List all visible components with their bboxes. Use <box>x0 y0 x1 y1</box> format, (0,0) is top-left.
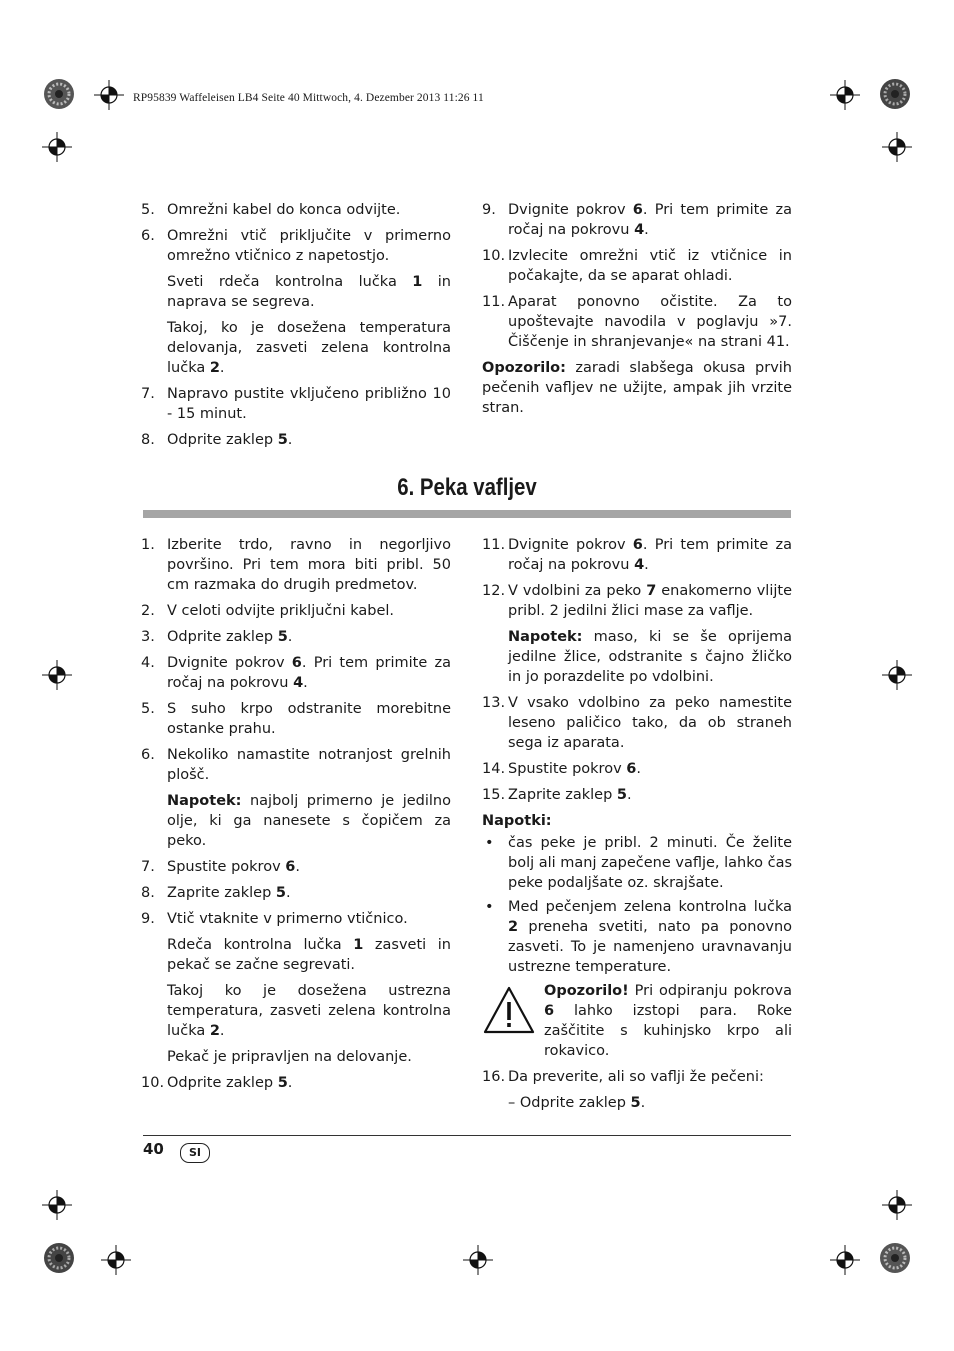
list-item: 1. Izberite trdo, ravno in negorljivo površino. Pri tem mora biti pribl. 50 cm razmaka do drugih predmetov. <box>141 537 451 593</box>
list-item: 9. Vtič vtaknite v primerno vtičnico. <box>141 911 408 927</box>
paragraph: Sveti rdeča kontrolna lučka 1 in naprava se segreva. <box>167 274 451 310</box>
list-item: 2. V celoti odvijte priključni kabel. <box>141 603 395 619</box>
crosshair-mark-icon <box>42 1190 72 1220</box>
list-item: 6. Omrežni vtič priključite v primerno omrežno vtičnico z napetostjo. <box>141 228 451 264</box>
crosshair-mark-icon <box>882 1190 912 1220</box>
warning-note: Opozorilo: zaradi slabšega okusa prvih pečenih vafljev ne užijte, ampak jih vrzite stran. <box>482 360 792 416</box>
color-wheel-mark-icon <box>43 1242 75 1274</box>
bullet-item: • Med pečenjem zelena kontrolna lučka 2 preneha svetiti, nato pa ponovno zasveti. To je namenjeno uravnavanju ustrezne temperature. <box>485 899 792 975</box>
list-item: 8. Odprite zaklep 5. <box>141 432 293 448</box>
crosshair-mark-icon <box>101 1245 131 1275</box>
list-item: 5. S suho krpo odstranite morebitne ostanke prahu. <box>141 701 451 737</box>
crosshair-mark-icon <box>830 1245 860 1275</box>
list-item: 7. Spustite pokrov 6. <box>141 859 300 875</box>
warning-triangle-icon <box>482 985 536 1035</box>
top-left-column <box>141 200 451 456</box>
crosshair-mark-icon <box>882 660 912 690</box>
page-number: 40 <box>143 1140 164 1158</box>
crosshair-mark-icon <box>830 80 860 110</box>
language-badge: SI <box>180 1143 210 1163</box>
print-slug: RP95839 Waffeleisen LB4 Seite 40 Mittwoch, 4. Dezember 2013 11:26 11 <box>133 92 484 104</box>
section-title: 6. Peka vafljev <box>397 474 537 501</box>
section-divider <box>143 510 791 518</box>
list-item: 8. Zaprite zaklep 5. <box>141 885 291 901</box>
color-wheel-mark-icon <box>879 78 911 110</box>
warning-callout: Opozorilo! Pri odpiranju pokrova 6 lahko izstopi para. Roke zaščitite s kuhinjsko krpo ali rokavico. <box>482 981 792 1061</box>
list-item: 9. Dvignite pokrov 6. Pri tem primite za ročaj na pokrovu 4. <box>482 202 792 238</box>
crosshair-mark-icon <box>42 660 72 690</box>
list-item: 4. Dvignite pokrov 6. Pri tem primite za ročaj na pokrovu 4. <box>141 655 451 691</box>
list-item: 10. Izvlecite omrežni vtič iz vtičnice in počakajte, da se aparat ohladi. <box>482 248 792 284</box>
list-item: 16. Da preverite, ali so vaflji že pečeni: <box>482 1069 764 1085</box>
paragraph: Pekač je pripravljen na delovanje. <box>167 1049 412 1065</box>
paragraph: Rdeča kontrolna lučka 1 zasveti in pekač se začne segrevati. <box>167 937 451 973</box>
paragraph: Takoj, ko je dosežena temperatura delovanja, zasveti zelena kontrolna lučka 2. <box>167 320 451 376</box>
left-column <box>141 535 451 1099</box>
list-item: 10. Odprite zaklep 5. <box>141 1075 293 1091</box>
paragraph: Takoj ko je dosežena ustrezna temperatura, zasveti zelena kontrolna lučka 2. <box>167 983 451 1039</box>
list-item: 11. Aparat ponovno očistite. Za to upoštevajte navodila v poglavju »7. Čiščenje in shranjevanje« na strani 41. <box>482 294 792 350</box>
list-item: 3. Odprite zaklep 5. <box>141 629 293 645</box>
crosshair-mark-icon <box>94 80 124 110</box>
notes-heading: Napotki: <box>482 813 552 829</box>
top-right-column <box>482 200 792 424</box>
list-item: 7. Napravo pustite vključeno približno 10 - 15 minut. <box>141 386 451 422</box>
crosshair-mark-icon <box>42 132 72 162</box>
sub-item: – Odprite zaklep 5. <box>508 1095 646 1111</box>
list-item: 13. V vsako vdolbino za peko namestite leseno paličico tako, da ob straneh sega iz aparata. <box>482 695 792 751</box>
bullet-item: • čas peke je pribl. 2 minuti. Če želite bolj ali manj zapečene vaflje, lahko čas peke podaljšate oz. skrajšate. <box>485 835 793 891</box>
list-item: 6. Nekoliko namastite notranjost grelnih plošč. <box>141 747 451 783</box>
color-wheel-mark-icon <box>43 78 75 110</box>
crosshair-mark-icon <box>882 132 912 162</box>
footer-rule <box>143 1135 791 1136</box>
right-column <box>482 535 792 1119</box>
list-item: 14. Spustite pokrov 6. <box>482 761 641 777</box>
color-wheel-mark-icon <box>879 1242 911 1274</box>
list-item: 15. Zaprite zaklep 5. <box>482 787 632 803</box>
list-item: 11. Dvignite pokrov 6. Pri tem primite za ročaj na pokrovu 4. <box>482 537 792 573</box>
list-item: 5. Omrežni kabel do konca odvijte. <box>141 202 401 218</box>
crosshair-mark-icon <box>463 1245 493 1275</box>
tip-note: Napotek: maso, ki se še oprijema jedilne žlice, odstranite s čajno žličko in jo porazdelite po vdolbini. <box>508 629 792 685</box>
tip-note: Napotek: najbolj primerno je jedilno olje, ki ga nanesete s čopičem za peko. <box>167 793 451 849</box>
list-item: 12. V vdolbini za peko 7 enakomerno vlijte pribl. 2 jedilni žlici mase za vaflje. <box>482 583 792 619</box>
